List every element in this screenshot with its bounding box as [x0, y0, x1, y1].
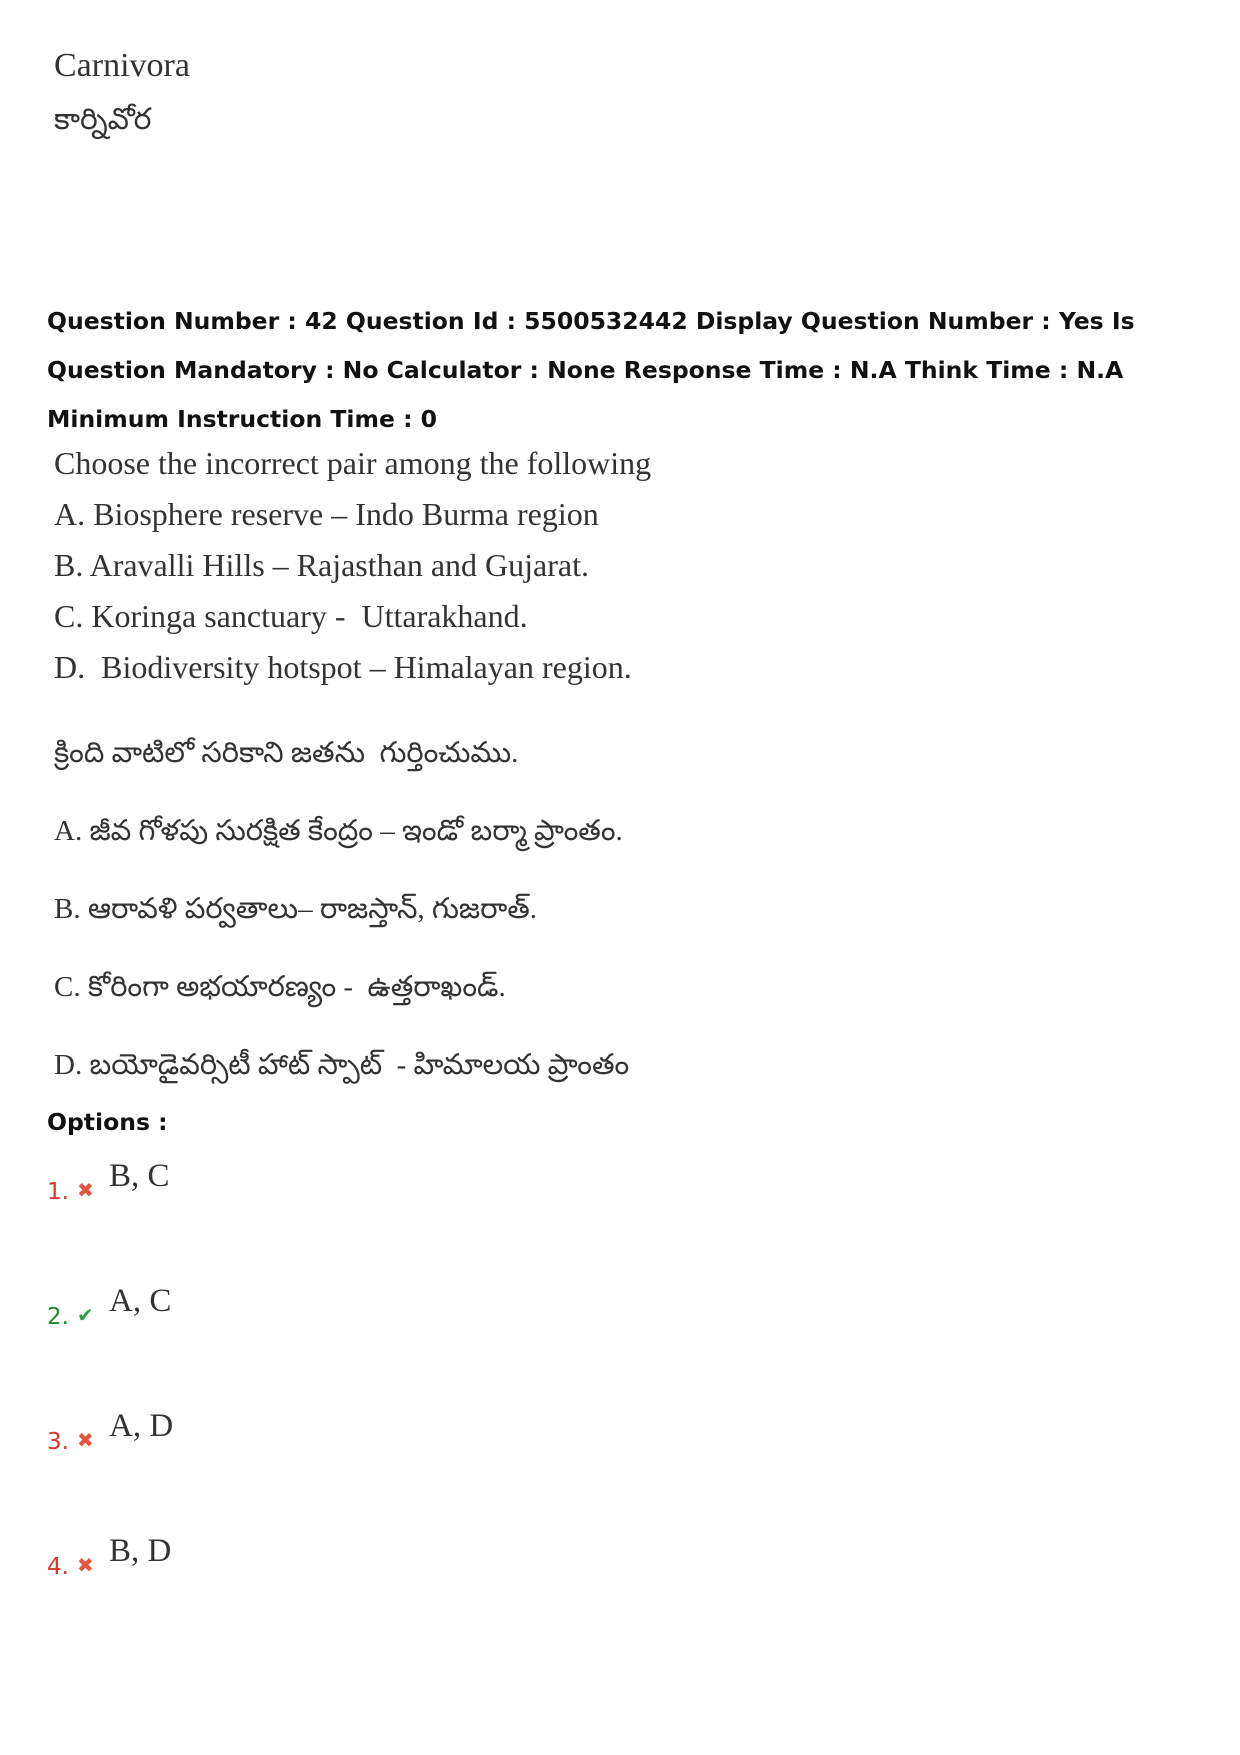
option-3[interactable]: [47, 1408, 173, 1455]
question-telugu-block: [54, 714, 629, 1104]
question-pair-a-telugu: A. జీవ గోళపు సురక్షిత కేంద్రం – ఇండో బర్మా ప్రాంతం.: [54, 815, 623, 847]
cross-icon: ✖: [77, 1178, 94, 1202]
option-number: 4.: [47, 1554, 69, 1580]
option-text: A, D: [109, 1408, 174, 1444]
cross-icon: ✖: [77, 1553, 94, 1577]
option-number: 3.: [47, 1429, 69, 1455]
question-prompt-telugu: క్రింది వాటిలో సరికాని జతను గుర్తించుము.: [54, 737, 519, 769]
option-2[interactable]: [47, 1283, 171, 1330]
option-number: 2.: [47, 1304, 69, 1330]
question-prompt-english: Choose the incorrect pair among the following: [54, 445, 652, 481]
question-pair-a-english: A. Biosphere reserve – Indo Burma region: [54, 496, 599, 532]
options-label: Options :: [47, 1108, 168, 1136]
option-text: B, D: [109, 1533, 172, 1569]
option-number: 1.: [47, 1179, 69, 1205]
previous-answer-telugu: కార్నివోర: [54, 103, 152, 136]
question-pair-b-telugu: B. ఆరావళి పర్వతాలు– రాజస్తాన్, గుజరాత్.: [54, 893, 538, 925]
option-1[interactable]: [47, 1158, 170, 1205]
option-text: B, C: [109, 1158, 170, 1194]
question-pair-c-english: C. Koringa sanctuary - Uttarakhand.: [54, 598, 528, 634]
option-text: A, C: [109, 1283, 172, 1319]
question-pair-c-telugu: C. కోరింగా అభయారణ్యం - ఉత్తరాఖండ్.: [54, 971, 506, 1003]
question-pair-d-english: D. Biodiversity hotspot – Himalayan region.: [54, 649, 632, 685]
cross-icon: ✖: [77, 1428, 94, 1452]
previous-answer-english: Carnivora: [54, 47, 190, 84]
question-pair-b-english: B. Aravalli Hills – Rajasthan and Gujarat.: [54, 547, 589, 583]
option-4[interactable]: [47, 1533, 171, 1580]
question-pair-d-telugu: D. బయోడైవర్సిటీ హాట్ స్పాట్ - హిమాలయ ప్రాంతం: [54, 1049, 630, 1081]
check-icon: ✔: [77, 1303, 94, 1327]
previous-answer-block: [54, 42, 190, 146]
question-english-block: [54, 438, 651, 693]
question-metadata: Question Number : 42 Question Id : 5500532442 Display Question Number : Yes Is Question Mandatory : No Calculator : None Response Time : N.A Think Time : N.A Minimum Instruction Time : 0: [47, 307, 1135, 433]
